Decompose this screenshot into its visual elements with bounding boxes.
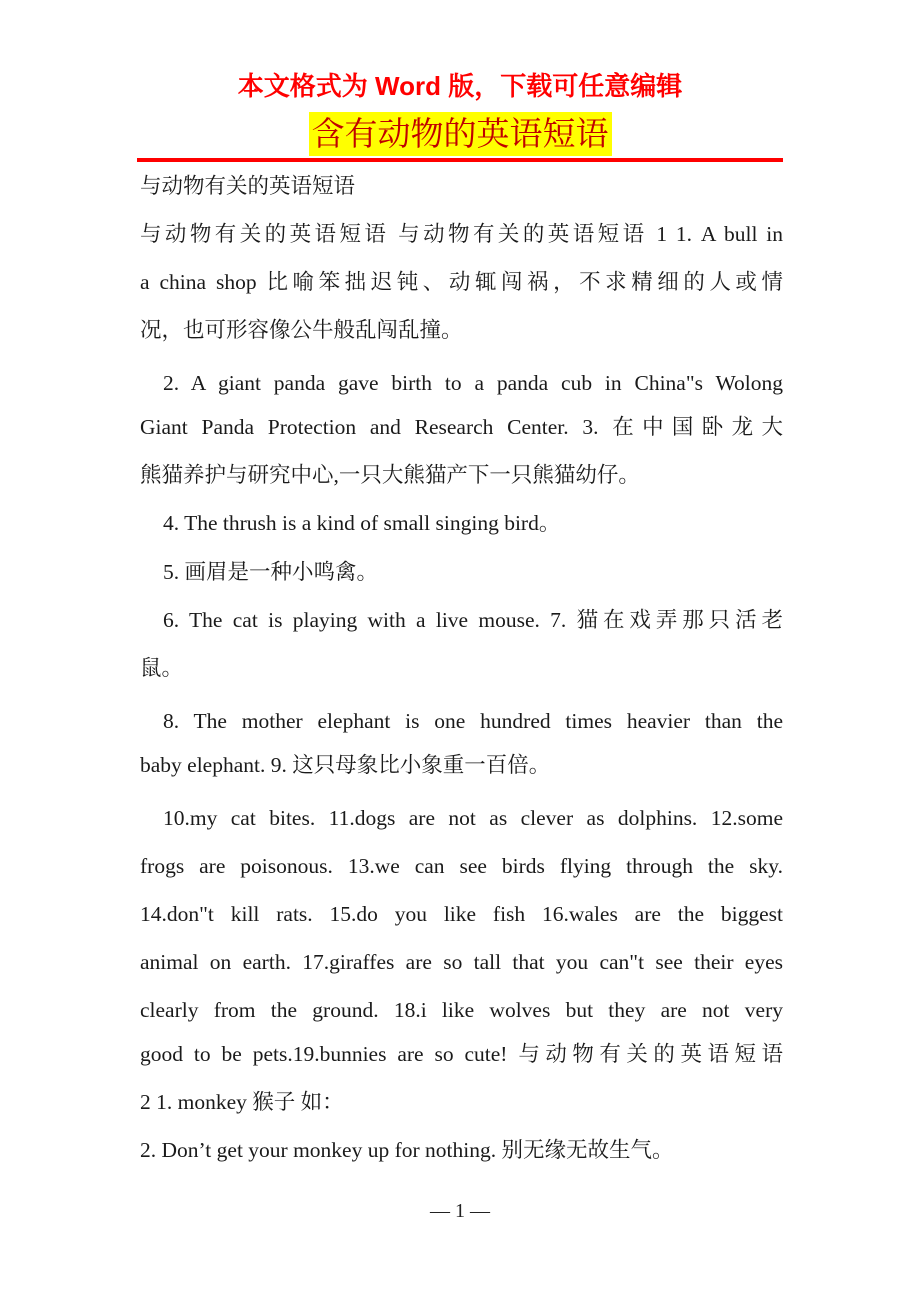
paragraph-line: animal on earth. 17.giraffes are so tall that you can"t see their eyes — [140, 950, 783, 974]
paragraph-line: Giant Panda Protection and Research Center. 3. 在中国卧龙大 — [140, 415, 783, 439]
paragraph-line: 14.don"t kill rats. 15.do you like fish 16.wales are the biggest — [140, 902, 783, 926]
paragraph-line: 与动物有关的英语短语 与动物有关的英语短语 1 1. A bull in — [140, 222, 783, 246]
paragraph-line: 10.my cat bites. 11.dogs are not as clever as dolphins. 12.some — [163, 806, 783, 830]
download-banner: 本文格式为 Word 版，下载可任意编辑 — [237, 71, 683, 101]
paragraph-line: 2. Don’t get your monkey up for nothing. 别无缘无故生气。 — [140, 1138, 674, 1162]
paragraph-line: 况，也可形容像公牛般乱闯乱撞。 — [140, 318, 463, 342]
paragraph-line: 5. 画眉是一种小鸣禽。 — [163, 560, 379, 584]
page-number: — 1 — — [430, 1200, 490, 1222]
paragraph-line: a china shop 比喻笨拙迟钝、动辄闯祸，不求精细的人或情 — [140, 270, 783, 294]
paragraph-line: 2 1. monkey 猴子 如： — [140, 1090, 344, 1114]
title-divider — [137, 158, 783, 162]
paragraph-line: good to be pets.19.bunnies are so cute! 与动物有关的英语短语 — [140, 1042, 783, 1066]
paragraph-line: 2. A giant panda gave birth to a panda cub in China"s Wolong — [163, 371, 783, 395]
paragraph-line: 6. The cat is playing with a live mouse. 7. 猫在戏弄那只活老 — [163, 608, 783, 632]
paragraph-line: frogs are poisonous. 13.we can see birds flying through the sky. — [140, 854, 783, 878]
section-heading: 与动物有关的英语短语 — [140, 174, 356, 198]
paragraph-line: 8. The mother elephant is one hundred times heavier than the — [163, 709, 783, 733]
paragraph-line: 熊猫养护与研究中心,一只大熊猫产下一只熊猫幼仔。 — [140, 463, 640, 487]
paragraph-line: 4. The thrush is a kind of small singing bird。 — [163, 511, 561, 535]
paragraph-line: baby elephant. 9. 这只母象比小象重一百倍。 — [140, 753, 551, 777]
title-container — [0, 112, 920, 156]
paragraph-line: 鼠。 — [140, 656, 184, 680]
paragraph-line: clearly from the ground. 18.i like wolves but they are not very — [140, 998, 783, 1022]
document-title: 含有动物的英语短语 — [309, 112, 612, 156]
